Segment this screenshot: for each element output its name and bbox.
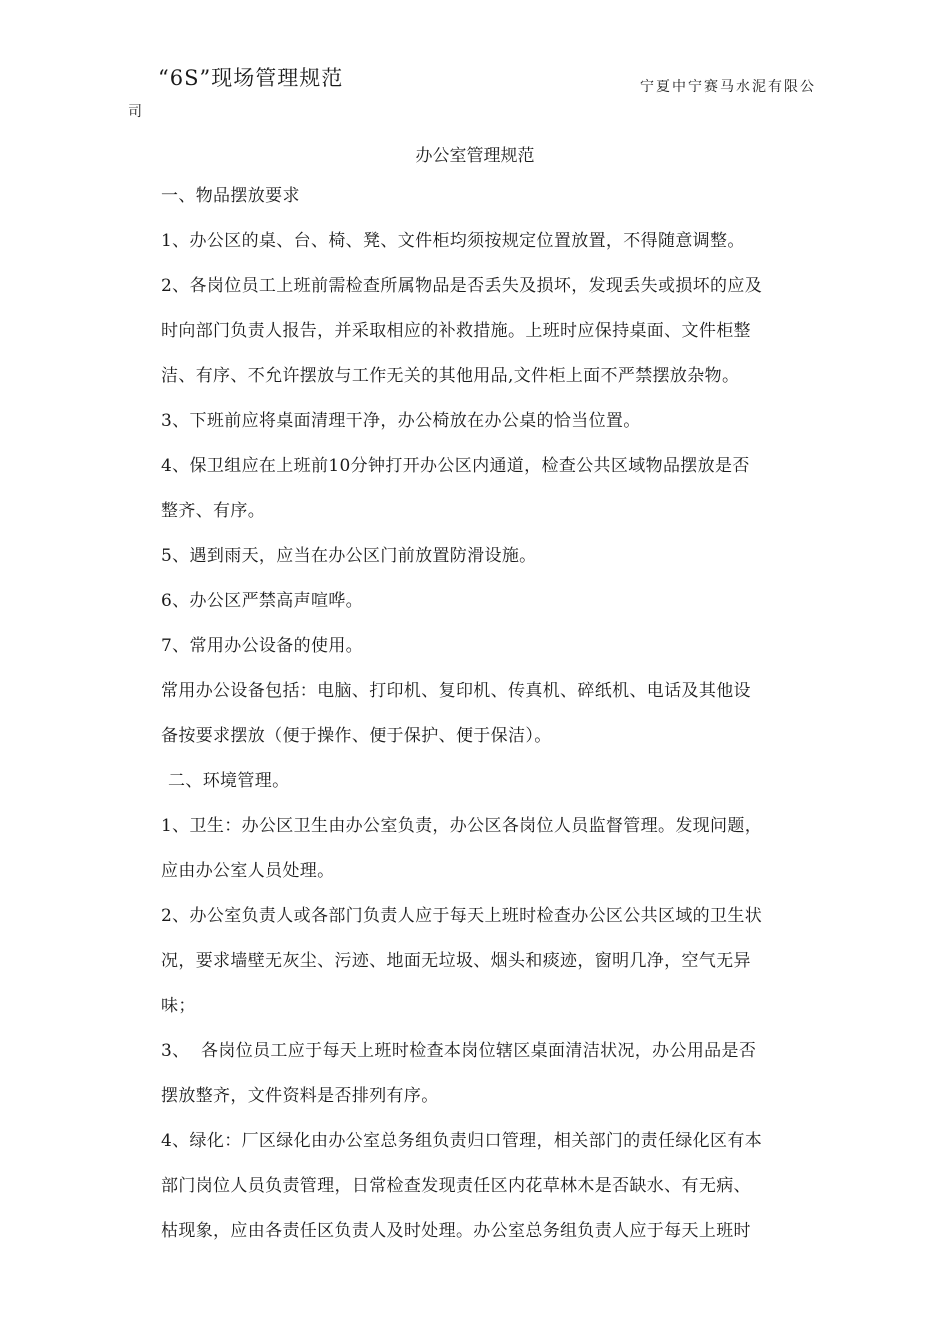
paragraph-line: 备按要求摆放（便于操作、便于保护、便于保洁）。	[161, 726, 552, 746]
paragraph-line: 部门岗位人员负责管理，日常检查发现责任区内花草林木是否缺水、有无病、	[161, 1176, 751, 1196]
paragraph-line: 2、办公室负责人或各部门负责人应于每天上班时检查办公区公共区域的卫生状	[161, 906, 763, 926]
paragraph-line: 4、保卫组应在上班前10分钟打开办公区内通道，检查公共区域物品摆放是否	[161, 456, 750, 476]
paragraph-line: 摆放整齐，文件资料是否排列有序。	[161, 1086, 439, 1106]
paragraph-line: 洁、有序、不允许摆放与工作无关的其他用品,文件柜上面不严禁摆放杂物。	[161, 366, 740, 386]
paragraph-line: 3、下班前应将桌面清理干净，办公椅放在办公桌的恰当位置。	[161, 411, 641, 431]
paragraph-line: 7、常用办公设备的使用。	[161, 636, 364, 656]
paragraph-line: 3、 各岗位员工应于每天上班时检查本岗位辖区桌面清洁状况，办公用品是否	[161, 1041, 757, 1061]
paragraph-line: 2、各岗位员工上班前需检查所属物品是否丢失及损坏，发现丢失或损坏的应及	[161, 276, 763, 296]
section-heading-items: 一、物品摆放要求	[161, 186, 300, 206]
paragraph-line: 6、办公区严禁高声喧哗。	[161, 591, 364, 611]
paragraph-line: 味；	[161, 996, 196, 1016]
header-company-wrap: 司	[128, 104, 142, 120]
paragraph-line: 5、遇到雨天，应当在办公区门前放置防滑设施。	[161, 546, 537, 566]
paragraph-line: 时向部门负责人报告，并采取相应的补救措施。上班时应保持桌面、文件柜整	[161, 321, 751, 341]
paragraph-line: 4、绿化：厂区绿化由办公室总务组负责归口管理，相关部门的责任绿化区有本	[161, 1131, 763, 1151]
paragraph-line: 应由办公室人员处理。	[161, 861, 335, 881]
paragraph-line: 1、卫生：办公区卫生由办公室负责，办公区各岗位人员监督管理。发现问题，	[161, 816, 763, 836]
section-heading-environment: 二、环境管理。	[168, 771, 290, 791]
paragraph-line: 常用办公设备包括：电脑、打印机、复印机、传真机、碎纸机、电话及其他设	[161, 681, 751, 701]
document-title: 办公室管理规范	[415, 146, 535, 166]
paragraph-line: 1、办公区的桌、台、椅、凳、文件柜均须按规定位置放置，不得随意调整。	[161, 231, 745, 251]
paragraph-line: 枯现象，应由各责任区负责人及时处理。办公室总务组负责人应于每天上班时	[161, 1221, 751, 1241]
header-title: “6S”现场管理规范	[158, 66, 344, 90]
document-body	[161, 184, 821, 1264]
paragraph-line: 况，要求墙壁无灰尘、污迹、地面无垃圾、烟头和痰迹，窗明几净，空气无异	[161, 951, 751, 971]
header-company: 宁夏中宁赛马水泥有限公	[640, 79, 816, 95]
paragraph-line: 整齐、有序。	[161, 501, 266, 521]
